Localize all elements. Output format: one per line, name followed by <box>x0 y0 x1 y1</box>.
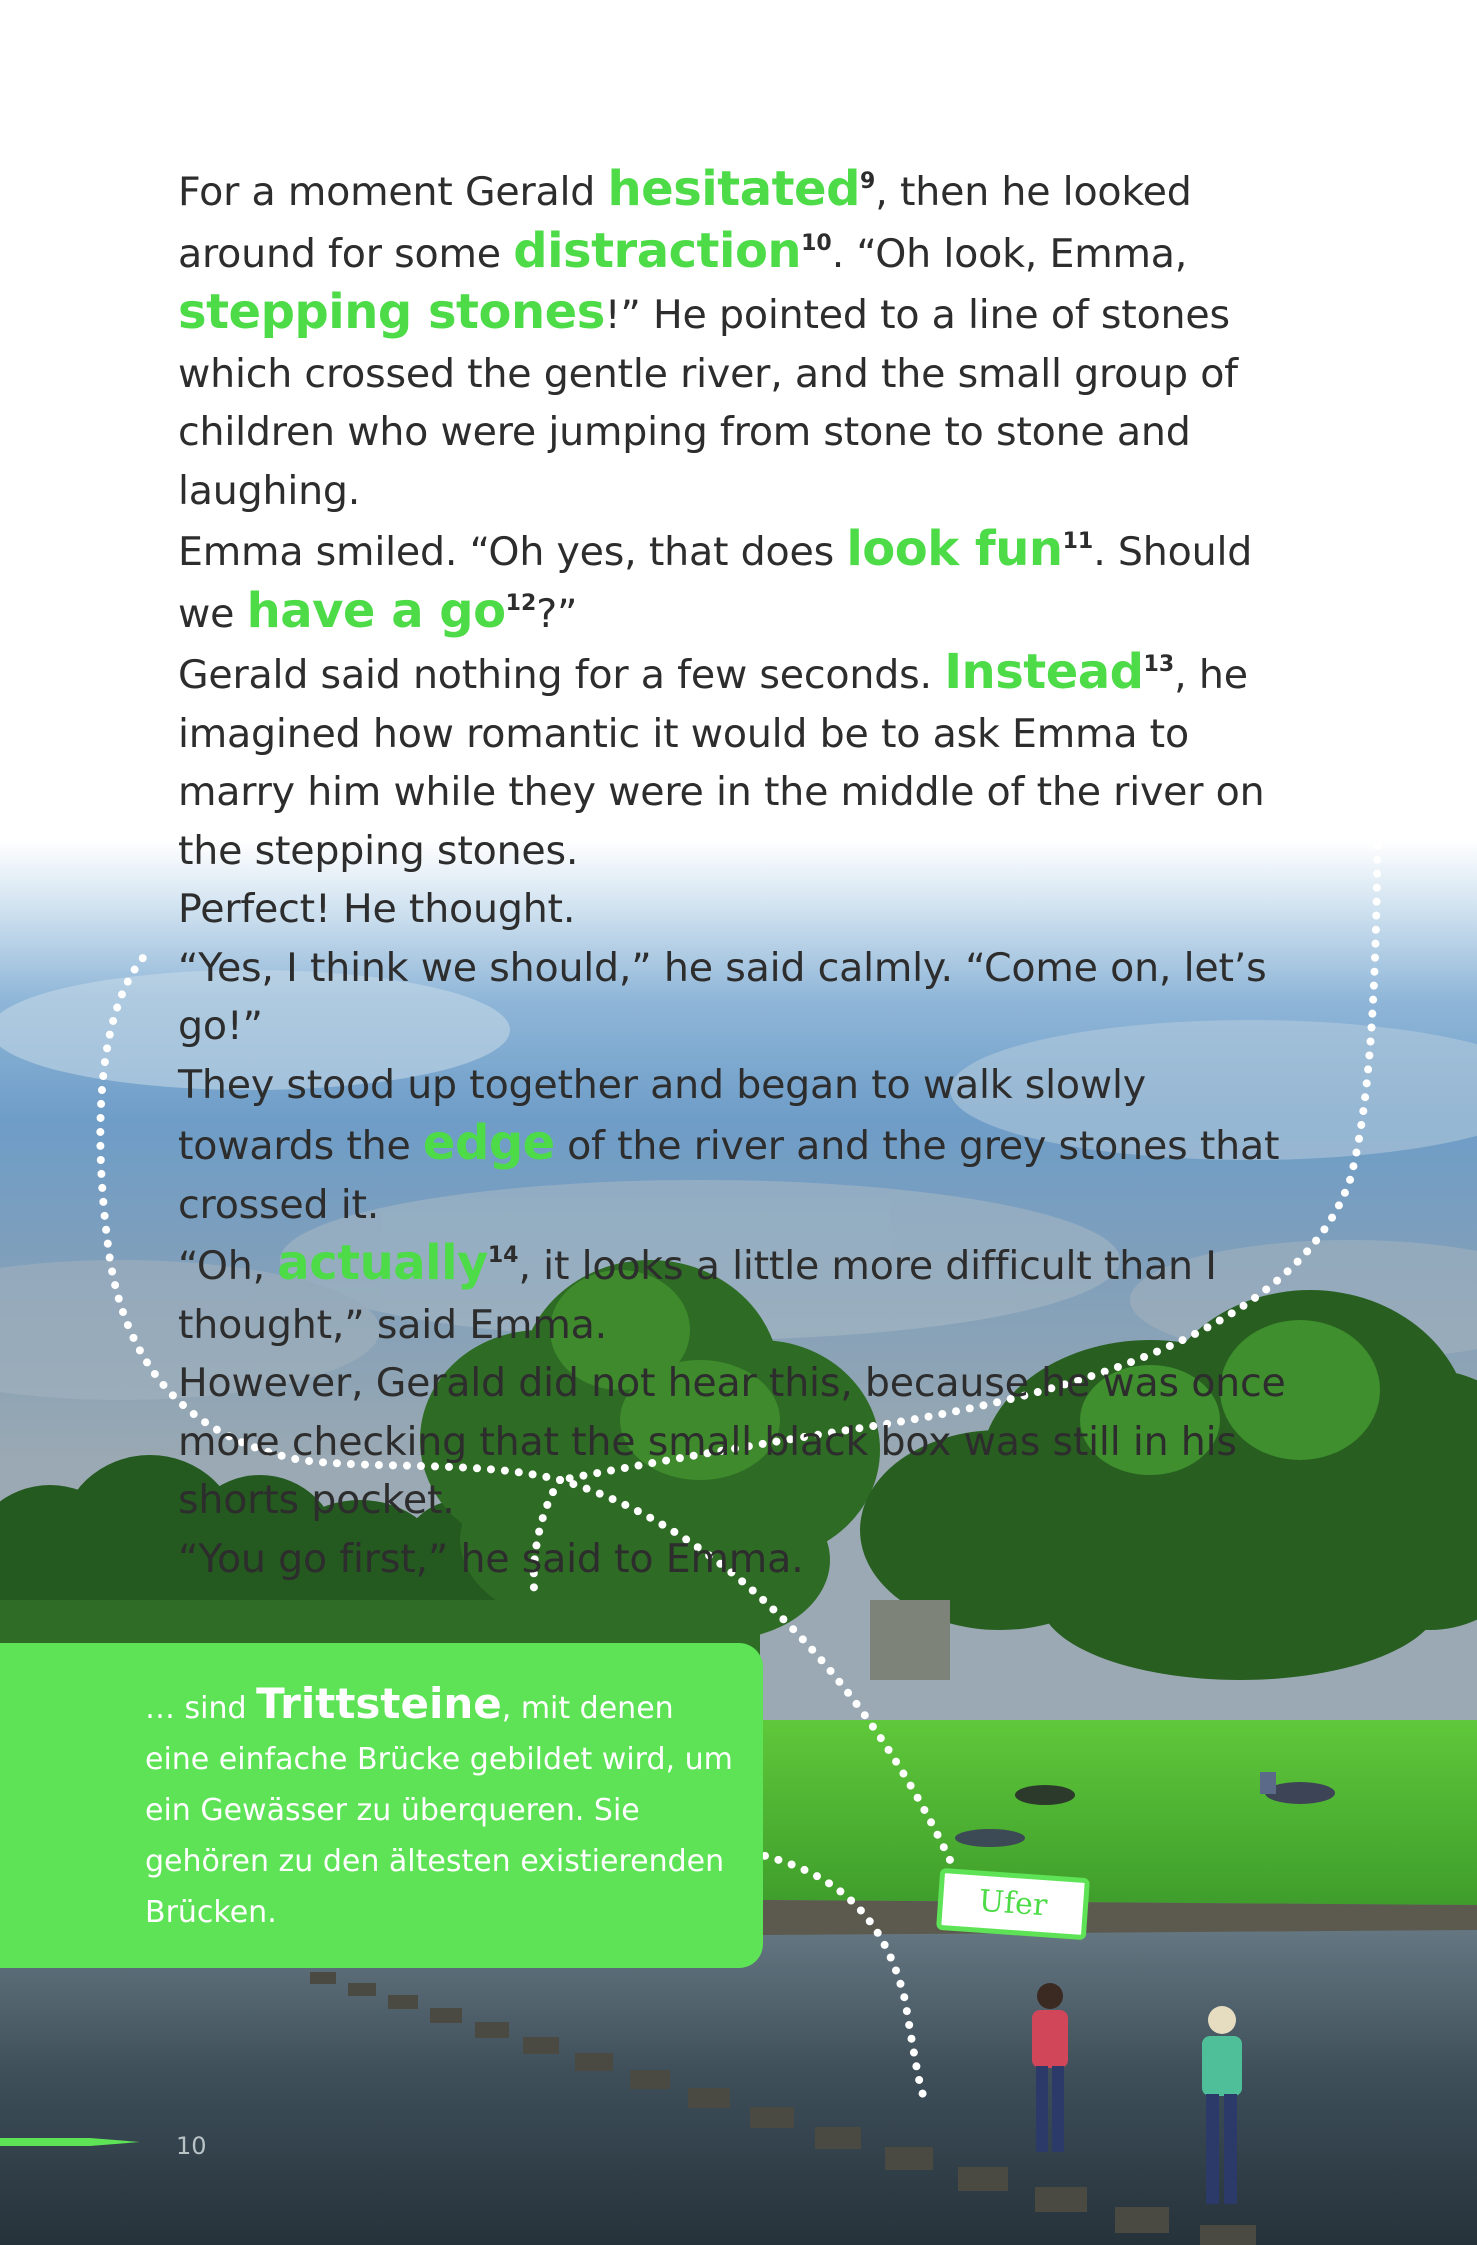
story-paragraph <box>178 643 1303 880</box>
story-text-run: “You go first,” he said to Emma. <box>178 1535 804 1582</box>
story-text-run: ?” <box>536 590 578 637</box>
story-text-run: , it looks a little more difficult than I thought,” said Emma. <box>178 1243 1217 1348</box>
story-text <box>178 160 1303 1588</box>
page-number: 10 <box>176 2132 207 2160</box>
label-ufer: Ufer <box>936 1868 1090 1940</box>
footnote-number: 12 <box>505 590 537 616</box>
story-text-run: Gerald said nothing for a few seconds. <box>178 652 945 698</box>
footnote-number: 13 <box>1143 652 1175 677</box>
story-text-run: However, Gerald did not hear this, because he was once more checking that the small black box was still in his shorts pocket. <box>178 1360 1286 1523</box>
story-text-run: . Should we <box>178 529 1253 637</box>
story-text-run: Emma smiled. “Oh yes, that does <box>178 529 847 575</box>
grass-meadow <box>740 1720 1477 1920</box>
info-box-text <box>145 1678 733 1938</box>
story-text-run: Perfect! He thought. <box>178 886 576 932</box>
story-text-run: , then he looked around for some <box>178 169 1192 277</box>
story-paragraph <box>178 1354 1303 1530</box>
footnote-number: 11 <box>1062 529 1094 554</box>
story-paragraph <box>178 1234 1303 1354</box>
story-text-run: !” He pointed to a line of stones which crossed the gentle river, and the small group of children who were jumping from stone to stone and laughing. <box>178 292 1238 514</box>
vocabulary-term: distraction <box>513 222 802 279</box>
footnote-number: 10 <box>801 230 832 256</box>
info-lead: … sind <box>145 1691 257 1726</box>
story-text-run: “Oh, <box>178 1243 278 1289</box>
story-text-run: . “Oh look, Emma, <box>831 230 1188 277</box>
story-text-run: of the river and the grey stones that crossed it. <box>178 1123 1280 1228</box>
vocabulary-term: edge <box>422 1115 555 1171</box>
story-text-run: For a moment Gerald <box>178 169 608 215</box>
footnote-number: 14 <box>487 1243 519 1268</box>
story-paragraph <box>178 1056 1303 1235</box>
footnote-number: 9 <box>859 169 876 194</box>
vocabulary-term: Instead <box>944 644 1144 700</box>
story-paragraph <box>178 520 1303 643</box>
story-text-run: “Yes, I think we should,” he said calmly. “Come on, let’s go!” <box>178 944 1267 1049</box>
vocabulary-term: hesitated <box>607 161 860 217</box>
info-term: Trittsteine <box>256 1679 502 1728</box>
story-paragraph <box>178 880 1303 939</box>
vocabulary-info-box <box>0 1643 763 1968</box>
vocabulary-term: have a go <box>246 582 506 639</box>
story-text-run: , he imagined how romantic it would be to ask Emma to marry him while they were in the middle of the river on the stepping stones. <box>178 652 1265 874</box>
vocabulary-term: stepping stones <box>178 284 605 340</box>
story-paragraph <box>178 1530 1303 1589</box>
vocabulary-term: actually <box>277 1235 488 1291</box>
story-paragraph <box>178 939 1303 1056</box>
vocabulary-term: look fun <box>846 521 1063 577</box>
story-text-run: They stood up together and began to walk slowly towards the <box>178 1061 1146 1169</box>
info-description: , mit denen eine einfache Brücke gebildet wird, um ein Gewässer zu überqueren. Sie gehören zu den ältesten existierenden Brücken. <box>145 1691 733 1930</box>
story-paragraph <box>178 160 1303 520</box>
